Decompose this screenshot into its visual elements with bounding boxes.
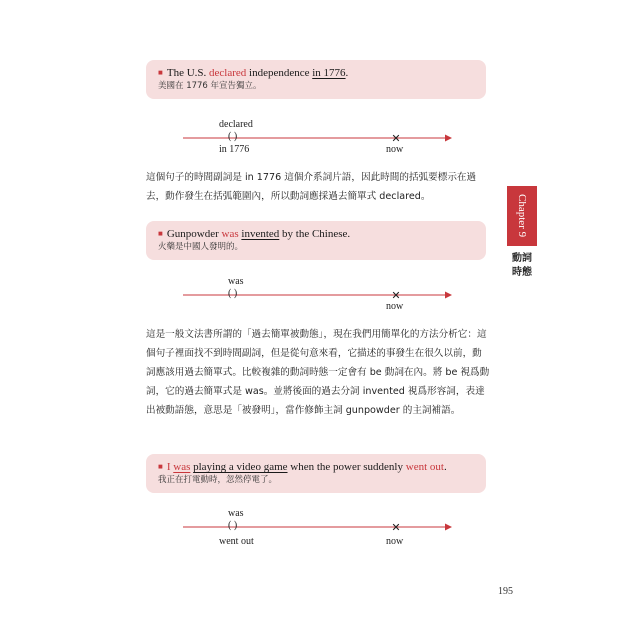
example-sentence: [158, 66, 476, 80]
sentence-segment: .: [443, 461, 447, 473]
timeline-arrow: [445, 292, 452, 299]
timeline-below-label: in 1776: [219, 144, 250, 155]
example-box-2: [146, 221, 486, 260]
chapter-tab: [507, 186, 537, 246]
bullet-icon: ■: [158, 229, 163, 238]
timeline-arrow: [445, 524, 452, 531]
sentence-segment: by the Chinese.: [279, 228, 351, 240]
page-number: 195: [498, 586, 513, 597]
example-sentence: [158, 460, 476, 474]
bullet-icon: ■: [158, 68, 163, 77]
timeline-paren: ( ): [228, 288, 238, 299]
example-translation: 美國在 1776 年宣告獨立。: [158, 81, 262, 91]
example-translation: 火藥是中國人發明的。: [158, 242, 244, 252]
sentence-segment: .: [345, 67, 349, 79]
timeline-now-label: now: [386, 301, 404, 312]
chapter-title: 動詞時態: [512, 253, 532, 278]
timeline-above-label: was: [228, 276, 244, 287]
sentence-segment: declared: [209, 67, 247, 79]
sentence-segment: playing a video game: [193, 461, 288, 473]
timeline-above-label: declared: [219, 119, 253, 130]
explanation-paragraph-1: 這個句子的時間副詞是 in 1776 這個介系詞片語，因此時間的括弧要標示在過去，動作發生在括弧範圍內，所以動詞應採過去簡單式 declared。: [146, 172, 477, 202]
explanation-paragraph-2: 這是一般文法書所謂的「過去簡單被動態」，現在我們用簡單化的方法分析它：這個句子裡面找不到時間副詞，但是從句意來看，它描述的事發生在很久以前，動詞應該用過去簡單式。比較複雜的動詞時態一定會有 be 動詞在內。將 be 視爲動詞，它的過去簡單式是 was。並將後面的過去分詞 invented 視爲形容詞，表達出被動語態，意思是「被發明」，當作修飾主詞 gunpowder 的主詞補語。: [146, 329, 490, 416]
now-marker: ✕: [391, 289, 401, 302]
now-marker: ✕: [391, 132, 401, 145]
sentence-segment: when the power suddenly: [287, 461, 406, 473]
chapter-tab-label: Chapter 9: [516, 194, 528, 238]
bullet-icon: ■: [158, 462, 163, 471]
now-marker: ✕: [391, 521, 401, 534]
sentence-segment: independence: [246, 67, 313, 79]
example-sentence: [158, 227, 476, 241]
sentence-segment: was: [173, 461, 191, 473]
timeline-below-label: went out: [219, 536, 254, 547]
timeline-paren: ( ): [228, 131, 238, 142]
timeline-now-label: now: [386, 144, 404, 155]
example-translation: 我正在打電動時，忽然停電了。: [158, 475, 278, 485]
sentence-segment: invented: [241, 228, 280, 240]
timeline-above-label: was: [228, 508, 244, 519]
timeline-arrow: [445, 135, 452, 142]
example-box-3: [146, 454, 486, 493]
sentence-segment: I: [166, 461, 174, 473]
sentence-segment: in 1776: [312, 67, 346, 79]
sentence-segment: Gunpowder: [166, 228, 222, 240]
timeline-paren: ( ): [228, 520, 238, 531]
example-box-1: [146, 60, 486, 99]
sentence-segment: was: [221, 228, 239, 240]
sentence-segment: The U.S.: [166, 67, 210, 79]
timeline-now-label: now: [386, 536, 404, 547]
sentence-segment: went out: [405, 461, 444, 473]
